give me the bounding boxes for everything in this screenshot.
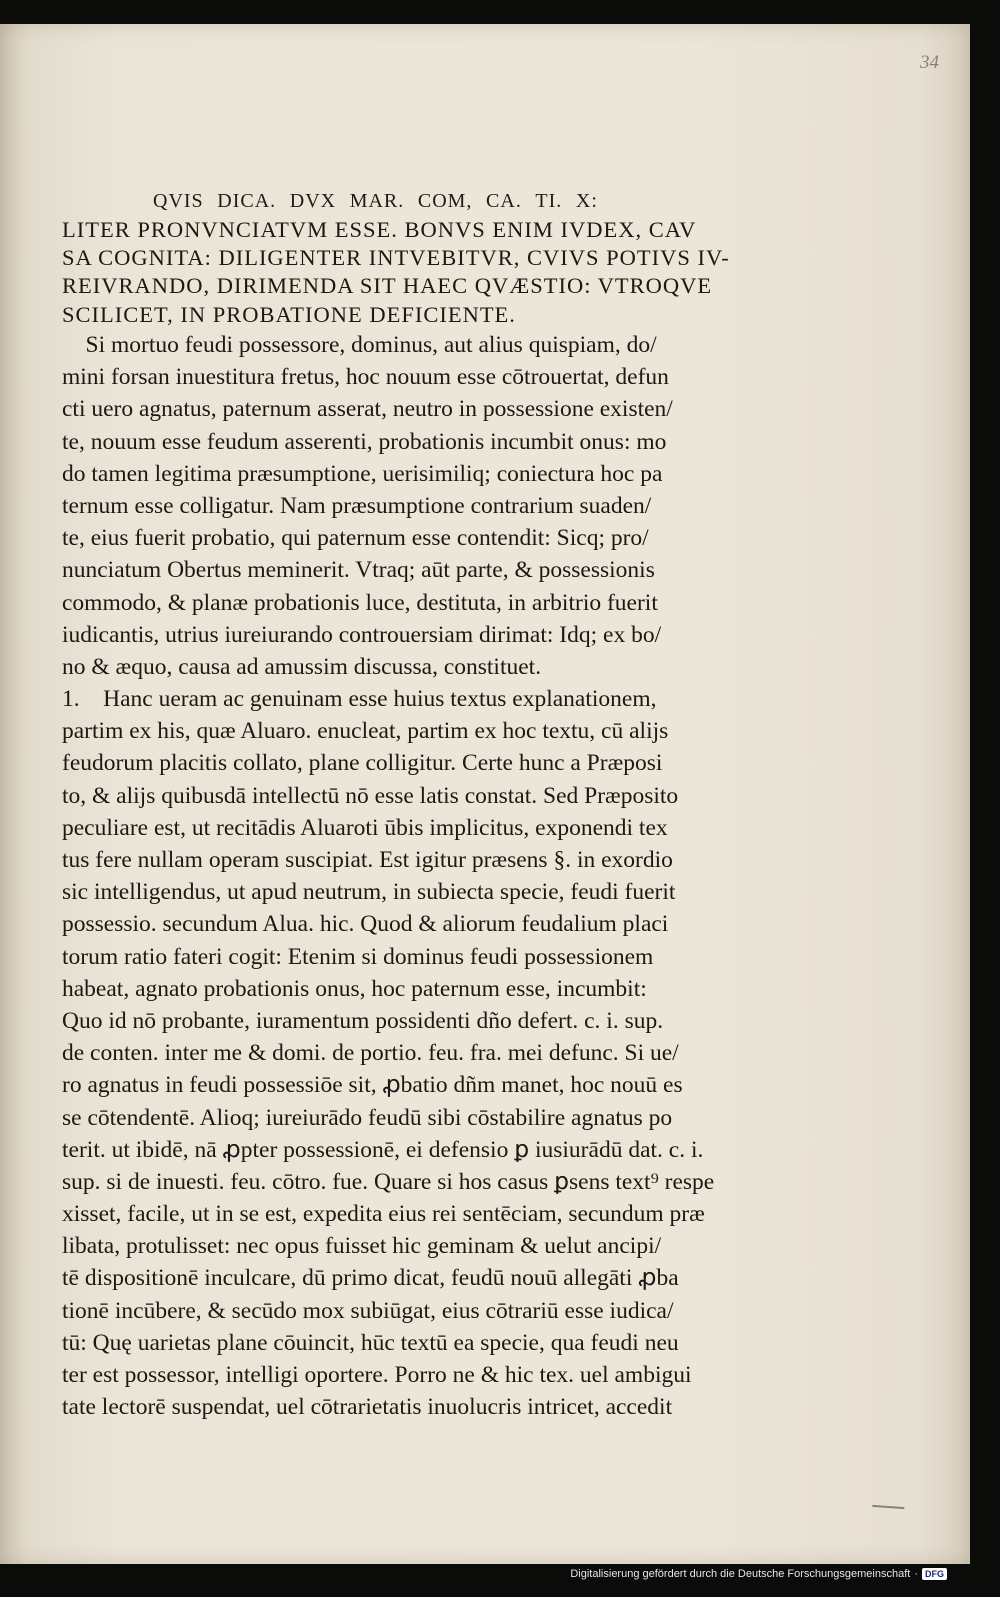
text-line: ter est possessor, intelligi oportere. Porro ne & hic tex. uel ambigui [62,1362,692,1388]
text-line: ternum esse colligatur. Nam præsumptione contrarium suaden/ [62,492,652,519]
header-word: MAR. [349,190,405,212]
text-line: te, nouum esse feudum asserenti, probationis incumbit onus: mo [62,428,667,455]
caps-line: SCILICET, IN PROBATIONE DEFICIENTE. [62,301,516,327]
text-line: se cōtendentē. Alioq; iureiurādo feudū sibi cōstabilire agnatus po [62,1104,673,1131]
text-line: tus fere nullam operam suscipiat. Est igitur præsens §. in exordio [62,847,673,873]
text-line: tionē incūbere, & secūdo mox subiūgat, eius cōtrariū esse iudica/ [62,1297,674,1324]
text-line: commodo, & planæ probationis luce, destituta, in arbitrio fuerit [62,589,658,616]
text-line: do tamen legitima præsumptione, uerisimiliq; coniectura hoc pa [62,460,663,487]
text-line: partim ex his, quæ Aluaro. enucleat, partim ex hoc textu, cū alijs [62,718,669,745]
text-line: possessio. secundum Alua. hic. Quod & aliorum feudalium placi [62,911,669,938]
text-line: te, eius fuerit probatio, qui paternum esse contendit: Sicq; pro/ [62,525,649,552]
header-word: DICA. [217,190,277,212]
text-line: sup. si de inuesti. feu. cōtro. fue. Quare si hos casus ꝑsens text⁹ respe [62,1168,715,1195]
header-word: X: [575,190,598,212]
caps-line: REIVRANDO, DIRIMENDA SIT HAEC QVÆSTIO: VTROQVE [62,273,713,299]
text-line: tū: Quę uarietas plane cōuincit, hūc textū ea specie, qua feudi neu [62,1329,679,1356]
text-line: to, & alijs quibusdā intellectū nō esse latis constat. Sed Præposito [62,782,679,809]
text-line: peculiare est, ut recitādis Aluaroti ūbis implicitus, exponendi tex [62,814,668,841]
caps-line: LITER PRONVNCIATVM ESSE. BONVS ENIM IVDEX, CAV [62,217,697,242]
text-line: no & æquo, causa ad amussim discussa, constituet. [62,653,542,680]
text-line: cti uero agnatus, paternum asserat, neutro in possessione existen/ [62,396,673,423]
text-line: terit. ut ibidē, nā ꝓpter possessionē, ei defensio ꝑ iusiurādū dat. c. i. [62,1136,704,1163]
text-line: de conten. inter me & domi. de portio. feu. fra. mei defunc. Si ue/ [62,1040,679,1067]
text-line: tate lectorē suspendat, uel cōtrarietatis inuolucris intricet, accedit [62,1394,673,1421]
text-line: torum ratio fateri cogit: Etenim si dominus feudi possessionem [62,943,654,970]
header-word: DVX [289,190,337,212]
text-line: Si mortuo feudi possessore, dominus, aut alius quispiam, do/ [62,332,657,358]
header-word: CA. [486,190,522,212]
footer-text: Digitalisierung gefördert durch die Deutsche Forschungsgemeinschaft [570,1568,911,1580]
text-line: tē dispositionē inculcare, dū primo dicat, feudū nouū allegāti ꝓba [62,1265,679,1292]
dfg-logo: DFG [922,1568,947,1580]
text-line: Quo id nō probante, iuramentum possidenti dño defert. c. i. sup. [62,1007,664,1034]
text-line: feudorum placitis collato, plane colligitur. Certe hunc a Præposi [62,750,663,777]
text-line: habeat, agnato probationis onus, hoc paternum esse, incumbit: [62,975,647,1002]
text-line: sic intelligendus, ut apud neutrum, in subiecta specie, feudi fuerit [62,879,676,906]
text-line: iudicantis, utrius iureiurando controuersiam dirimat: Idq; ex bo/ [62,621,662,648]
digitization-footer [570,1568,947,1580]
caps-line: SA COGNITA: DILIGENTER INTVEBITVR, CVIVS POTIVS IV- [62,245,730,271]
text-line: libata, protulisset: nec opus fuisset hic geminam & uelut ancipi/ [62,1233,662,1260]
caps-paragraph [62,216,730,329]
running-header [153,190,598,213]
text-line: nunciatum Obertus meminerit. Vtraq; aūt parte, & possessionis [62,557,655,584]
folio-number: 34 [920,52,939,73]
body-text [62,329,715,1423]
text-line: mini forsan inuestitura fretus, hoc nouum esse cōtrouertat, defun [62,364,669,391]
text-line: ro agnatus in feudi possessiōe sit, ꝓbatio dñm manet, hoc nouū es [62,1072,683,1099]
pen-mark [872,1505,905,1519]
text-line: xisset, facile, ut in se est, expedita eius rei sentēciam, secundum præ [62,1201,705,1228]
header-word: TI. [535,190,563,212]
header-word: COM, [417,190,473,212]
text-line: 1. Hanc ueram ac genuinam esse huius textus explanationem, [62,686,657,713]
header-word: QVIS [153,190,204,212]
book-page [0,24,970,1564]
footer-dot: · [914,1568,918,1580]
